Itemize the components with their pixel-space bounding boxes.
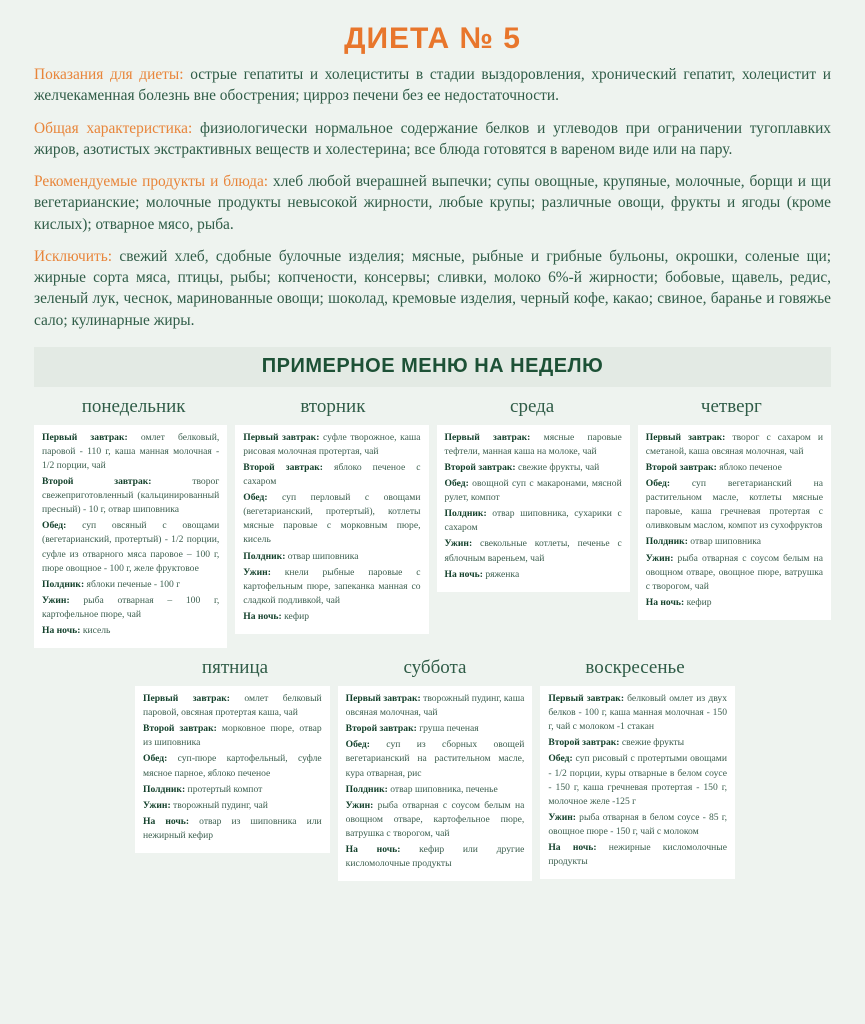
meal-label: Обед: xyxy=(645,478,671,490)
meal-label: На ночь: xyxy=(243,610,282,622)
meal-item xyxy=(548,811,727,839)
day-card-friday xyxy=(135,686,330,853)
meal-item xyxy=(243,566,420,608)
meal-item xyxy=(243,491,420,547)
meal-label: Второй завтрак: xyxy=(243,461,323,473)
meal-item xyxy=(143,692,322,720)
meal-label: Ужин: xyxy=(243,566,271,578)
intro-lead: Исключить: xyxy=(34,247,113,265)
meal-item xyxy=(548,841,727,869)
intro-text: острые гепатиты и холециститы в стадии выздоровления, хронический гепатит, холецистит и желчекаменная болезнь вне обострения; цирроз печени без ее недостаточности. xyxy=(34,66,832,105)
day-cards-row-1 xyxy=(0,425,865,648)
meal-item xyxy=(548,692,727,734)
meal-item xyxy=(42,475,219,517)
days-header-row-2 xyxy=(0,657,865,679)
meal-item xyxy=(445,461,622,475)
meal-text: яблоко печеное xyxy=(716,461,782,473)
meal-item xyxy=(548,752,727,808)
meal-text: отвар шиповника, сухарики с сахаром xyxy=(444,508,622,534)
meal-label: Первый завтрак: xyxy=(243,431,320,443)
day-cards-row-2 xyxy=(0,686,865,881)
day-card-tuesday xyxy=(235,425,428,634)
meal-item xyxy=(346,843,525,871)
meal-text: рыба отварная с соусом белым на овощном отваре, картофельное пюре, ватрушка с творогом, чай xyxy=(345,799,525,839)
meal-text: омлет белковый, паровой - 110 г, каша манная молочная - 1/2 порции, чай xyxy=(42,431,220,471)
meal-text: кисель xyxy=(80,624,111,636)
meal-item xyxy=(445,568,622,582)
meal-label: Ужин: xyxy=(345,799,374,811)
meal-item xyxy=(346,722,525,736)
meal-item xyxy=(346,783,525,797)
meal-text: омлет белковый паровой, овсяная протертая каша, чай xyxy=(143,693,322,719)
meal-text: кефир xyxy=(684,596,712,608)
meal-label: Первый завтрак: xyxy=(444,431,531,443)
meal-item xyxy=(646,477,823,533)
meal-label: Второй завтрак: xyxy=(444,461,516,473)
meal-label: Второй завтрак: xyxy=(143,723,217,735)
day-name-tuesday: вторник xyxy=(300,395,366,417)
meal-label: Полдник: xyxy=(42,578,85,590)
meal-text: свежие фрукты, чай xyxy=(515,461,600,473)
meal-item xyxy=(42,431,219,473)
intro-section xyxy=(0,64,865,331)
meal-text: суп вегетарианский на растительном масле, котлеты мясные паровые, каша гречневая протертая с оливковым маслом, компот из сухофруктов xyxy=(645,478,823,532)
intro-text: физиологически нормальное содержание белков и углеводов при ограничении тугоплавких жиров, азотистых экстрактивных веществ и холестерина; все блюда готовятся в вареном виде или на пару. xyxy=(34,119,831,158)
meal-label: Полдник: xyxy=(143,783,186,795)
weekly-menu-banner: ПРИМЕРНОЕ МЕНЮ НА НЕДЕЛЮ xyxy=(34,347,831,387)
meal-label: Первый завтрак: xyxy=(345,693,421,705)
meal-text: суп овсяный с овощами (вегетарианский, протертый) - 1/2 порции, суфле из отварного мяса паровое – 100 г, пюре овощное - 100 г, желе фруктовое xyxy=(42,520,220,574)
meal-text: суфле творожное, каша рисовая молочная протертая, чай xyxy=(243,431,421,457)
meal-item xyxy=(243,431,420,459)
meal-text: морковное пюре, отвар из шиповника xyxy=(143,723,322,749)
meal-item xyxy=(143,722,322,750)
day-name-saturday: суббота xyxy=(403,657,467,679)
meal-label: Обед: xyxy=(143,753,168,765)
meal-label: На ночь: xyxy=(143,815,190,827)
day-card-wednesday xyxy=(437,425,630,592)
meal-label: Ужин: xyxy=(143,799,171,811)
meal-text: отвар шиповника, печенье xyxy=(387,783,498,795)
meal-label: Второй завтрак: xyxy=(645,461,717,473)
meal-label: Второй завтрак: xyxy=(548,737,620,749)
intro-paragraph xyxy=(34,64,831,107)
meal-item xyxy=(445,431,622,459)
meal-text: творог с сахаром и сметаной, каша овсяная молочная, чай xyxy=(645,431,823,457)
meal-label: Обед: xyxy=(548,753,573,765)
day-name-sunday: воскресенье xyxy=(585,657,685,679)
meal-item xyxy=(346,692,525,720)
meal-text: суп рисовый с протертыми овощами - 1/2 порции, куры отварные в белом соусе - 150 г, каша гречневая протертая - 150 г, молочное желе -125 г xyxy=(548,753,728,807)
intro-lead: Рекомендуемые продукты и блюда: xyxy=(34,173,269,190)
meal-item xyxy=(42,578,219,592)
meal-text: отвар из шиповника или нежирный кефир xyxy=(143,815,322,841)
intro-lead: Общая характеристика: xyxy=(34,119,193,137)
day-card-monday xyxy=(34,425,227,648)
meal-item xyxy=(646,596,823,610)
meal-text: суп перловый с овощами (вегетарианский, протертый), котлеты мясные паровые с морковным пюре, кисель xyxy=(243,492,421,546)
meal-text: яблоко печеное с сахаром xyxy=(243,461,421,488)
meal-label: Полдник: xyxy=(243,550,286,562)
meal-label: Первый завтрак: xyxy=(548,693,625,705)
meal-item xyxy=(646,461,823,475)
day-name-friday: пятница xyxy=(201,657,269,679)
meal-item xyxy=(346,738,525,780)
meal-text: рыба отварная в белом соусе - 85 г, овощное пюре - 150 г, чай с молоком xyxy=(548,811,728,837)
meal-item xyxy=(243,550,420,564)
day-name-thursday: четверг xyxy=(700,395,762,417)
meal-label: Первый завтрак: xyxy=(645,431,726,443)
meal-item xyxy=(346,799,525,841)
meal-text: ряженка xyxy=(482,568,520,580)
day-name-monday: понедельник xyxy=(81,395,186,417)
meal-item xyxy=(445,537,622,565)
intro-text: свежий хлеб, сдобные булочные изделия; мясные, рыбные и грибные бульоны, окрошки, соленые щи; жирные сорта мяса, птицы, рыбы; копчености, консервы; сливки, молоко 6%-й жирности; бобовые, щавель, редис, зеленый лук, чеснок, маринованные овощи; шоколад, кремовые изделия, черный кофе, какао; свиное, баранье и говяжье сало; кулинарные жиры. xyxy=(34,247,831,329)
meal-text: кефир xyxy=(281,610,310,622)
intro-paragraph xyxy=(34,118,831,161)
meal-label: На ночь: xyxy=(345,844,401,855)
meal-text: суп из сборных овощей вегетарианский на растительном масле, кура отварная, рис xyxy=(345,739,525,779)
intro-paragraph xyxy=(34,171,831,235)
meal-label: Первый завтрак: xyxy=(143,693,230,705)
days-header-row-1 xyxy=(0,396,865,418)
meal-text: белковый омлет из двух белков - 100 г, каша манная молочная - 150 г, чай с молоком -1 стакан xyxy=(548,693,728,733)
meal-text: отвар шиповника xyxy=(285,550,359,562)
meal-item xyxy=(42,594,219,622)
meal-text: творожный пудинг, чай xyxy=(170,799,268,811)
day-card-sunday xyxy=(540,686,735,879)
meal-label: Обед: xyxy=(345,739,370,751)
day-card-thursday xyxy=(638,425,831,620)
meal-text: кефир или другие кисломолочные продукты xyxy=(345,844,525,870)
meal-label: Второй завтрак: xyxy=(345,723,417,735)
meal-label: Полдник: xyxy=(444,508,487,520)
meal-label: На ночь: xyxy=(645,596,685,608)
meal-text: протертый компот xyxy=(185,783,263,795)
meal-text: отвар шиповника xyxy=(687,536,762,548)
meal-text: рыба отварная с соусом белым на овощном отваре, овощное пюре, ватрушка с творогом, чай xyxy=(645,552,823,592)
intro-text: хлеб любой вчерашней выпечки; супы овощные, крупяные, молочные, борщи и щи вегетарианские; молочные продукты невысокой жирности, любые крупы; различные овощи, фрукты и ягоды (кроме кислых); отварное мясо, рыба. xyxy=(34,173,831,233)
meal-text: груша печеная xyxy=(416,723,479,735)
meal-label: Полдник: xyxy=(345,783,388,795)
meal-label: Ужин: xyxy=(548,811,576,823)
meal-text: творожный пудинг, каша овсяная молочная, чай xyxy=(345,693,525,719)
meal-label: Ужин: xyxy=(444,538,473,550)
meal-item xyxy=(42,519,219,575)
meal-label: Полдник: xyxy=(645,536,688,548)
meal-label: Обед: xyxy=(444,478,469,490)
meal-label: На ночь: xyxy=(444,568,483,580)
meal-item xyxy=(42,624,219,638)
intro-lead: Показания для диеты: xyxy=(34,66,184,83)
meal-text: свекольные котлеты, печенье с яблочным вареньем, чай xyxy=(444,538,622,564)
meal-text: суп-пюре картофельный, суфле мясное парное, яблоко печеное xyxy=(143,753,322,779)
meal-text: нежирные кисломолочные продукты xyxy=(548,842,727,868)
meal-item xyxy=(646,535,823,549)
meal-item xyxy=(243,610,420,624)
page-title: ДИЕТА № 5 xyxy=(344,22,521,55)
meal-text: овощной суп с макаронами, мясной рулет, компот xyxy=(444,478,622,504)
meal-label: Ужин: xyxy=(42,594,70,606)
meal-item xyxy=(143,799,322,813)
meal-item xyxy=(445,477,622,505)
meal-text: кнели рыбные паровые с картофельным пюре, запеканка манная со сладкой подливкой, чай xyxy=(243,566,421,606)
day-name-wednesday: среда xyxy=(510,395,555,417)
meal-label: Обед: xyxy=(42,520,67,532)
meal-label: Ужин: xyxy=(645,552,674,564)
meal-label: На ночь: xyxy=(548,842,597,853)
meal-item xyxy=(243,461,420,489)
day-card-saturday xyxy=(338,686,533,881)
meal-item xyxy=(143,815,322,843)
meal-label: Второй завтрак: xyxy=(42,476,152,488)
meal-item xyxy=(143,783,322,797)
meal-text: мясные паровые тефтели, манная каша на молоке, чай xyxy=(444,431,622,457)
meal-text: яблоки печеные - 100 г xyxy=(84,578,181,590)
meal-text: свежие фрукты xyxy=(619,737,685,749)
meal-item xyxy=(445,507,622,535)
meal-label: На ночь: xyxy=(42,624,81,636)
intro-paragraph xyxy=(34,246,831,331)
meal-label: Обед: xyxy=(243,492,268,504)
meal-item xyxy=(143,752,322,780)
meal-text: рыба отварная – 100 г, картофельное пюре, чай xyxy=(42,594,220,620)
meal-text: творог свежеприготовленный (кальцинированный пресный) - 10 г, отвар шиповника xyxy=(42,476,220,516)
meal-item xyxy=(548,736,727,750)
meal-item xyxy=(646,552,823,594)
meal-label: Первый завтрак: xyxy=(42,431,128,443)
meal-item xyxy=(646,431,823,459)
